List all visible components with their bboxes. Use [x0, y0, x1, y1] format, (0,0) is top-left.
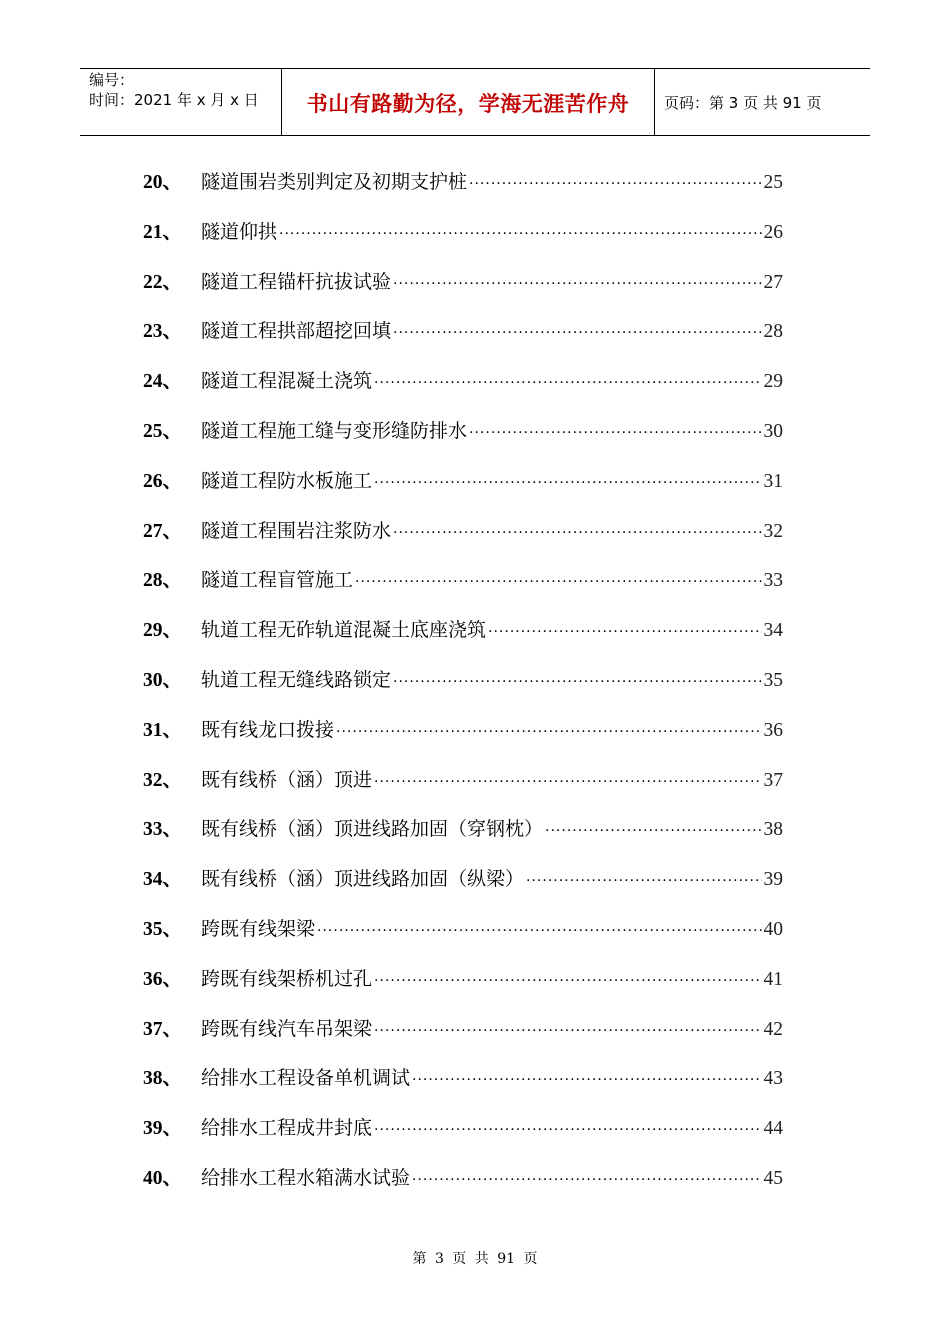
toc-dot-leader: [393, 525, 761, 541]
toc-entry-number: 40、: [143, 1167, 183, 1189]
toc-entry-page: 25: [763, 172, 783, 193]
toc-entry-page: 30: [763, 420, 783, 442]
toc-entry-title: 隧道工程防水板施工: [201, 469, 373, 492]
toc-entry-title: 隧道工程拱部超挖回填: [201, 320, 392, 343]
toc-entry-page: 36: [763, 719, 783, 741]
toc-entry-title: 隧道工程盲管施工: [201, 569, 354, 592]
toc-dot-leader: [374, 973, 761, 989]
toc-entry[interactable]: [143, 1062, 783, 1112]
toc-entry-title: 轨道工程无缝线路锁定: [201, 668, 392, 691]
toc-entry-title: 给排水工程成井封底: [201, 1117, 373, 1140]
toc-entry-title: 隧道围岩类别判定及初期支护桩: [201, 171, 468, 193]
toc-entry-number: 20、: [143, 172, 183, 193]
toc-dot-leader: [393, 276, 761, 292]
toc-dot-leader: [374, 1122, 761, 1138]
toc-entry-title: 既有线龙口拨接: [201, 718, 335, 741]
header-divider-left: [281, 68, 282, 135]
toc-dot-leader: [393, 325, 761, 341]
toc-entry-page: 40: [763, 918, 783, 940]
toc-entry[interactable]: [143, 664, 783, 714]
toc-entry-number: 36、: [143, 968, 183, 990]
toc-entry[interactable]: [143, 863, 783, 913]
toc-entry[interactable]: [143, 913, 783, 963]
toc-entry-title: 既有线桥（涵）顶进: [201, 768, 373, 791]
toc-dot-leader: [374, 1023, 761, 1039]
toc-entry-page: 32: [763, 520, 783, 542]
toc-entry-title: 跨既有线汽车吊架梁: [201, 1017, 373, 1040]
toc-entry-page: 42: [763, 1018, 783, 1040]
toc-entry-number: 29、: [143, 620, 183, 642]
toc-entry[interactable]: [143, 365, 783, 415]
toc-dot-leader: [412, 1172, 761, 1188]
toc-entry-number: 24、: [143, 371, 183, 393]
table-of-contents: [143, 166, 783, 1212]
toc-entry[interactable]: [143, 564, 783, 614]
toc-dot-leader: [469, 176, 761, 192]
header-page-info: 页码：第 3 页 共 91 页: [664, 94, 822, 112]
toc-entry[interactable]: [143, 166, 783, 216]
toc-entry-title: 给排水工程设备单机调试: [201, 1067, 411, 1090]
toc-entry-page: 34: [763, 620, 783, 642]
document-number: 编号：: [89, 71, 135, 89]
toc-entry[interactable]: [143, 515, 783, 565]
header-motto: 书山有路勤为径，学海无涯苦作舟: [306, 92, 630, 116]
toc-dot-leader: [317, 923, 761, 939]
toc-entry-page: 45: [763, 1167, 783, 1189]
toc-entry[interactable]: [143, 764, 783, 814]
toc-entry-title: 隧道工程锚杆抗拔试验: [201, 270, 392, 293]
toc-entry-number: 25、: [143, 420, 183, 442]
toc-entry-number: 21、: [143, 221, 183, 243]
toc-dot-leader: [393, 674, 761, 690]
toc-entry-number: 35、: [143, 918, 183, 940]
toc-entry-page: 29: [763, 371, 783, 393]
toc-entry-page: 37: [763, 769, 783, 791]
header-top-rule: [80, 68, 870, 69]
toc-entry-number: 30、: [143, 669, 183, 691]
toc-entry-number: 28、: [143, 570, 183, 592]
toc-entry[interactable]: [143, 266, 783, 316]
toc-entry-page: 27: [763, 271, 783, 293]
toc-entry[interactable]: [143, 1162, 783, 1212]
toc-entry[interactable]: [143, 465, 783, 515]
toc-dot-leader: [488, 624, 761, 640]
toc-entry-number: 27、: [143, 520, 183, 542]
toc-entry-number: 22、: [143, 271, 183, 293]
toc-dot-leader: [545, 823, 761, 839]
toc-entry-page: 33: [763, 570, 783, 592]
document-date: 时间：2021 年 x 月 x 日: [89, 91, 259, 109]
toc-entry-title: 给排水工程水箱满水试验: [201, 1166, 411, 1189]
toc-entry[interactable]: [143, 415, 783, 465]
toc-entry-number: 33、: [143, 819, 183, 841]
toc-entry-page: 41: [763, 968, 783, 990]
toc-entry[interactable]: [143, 614, 783, 664]
toc-entry[interactable]: [143, 813, 783, 863]
toc-entry-page: 43: [763, 1068, 783, 1090]
toc-entry-page: 28: [763, 321, 783, 343]
toc-entry-number: 38、: [143, 1068, 183, 1090]
header-bottom-rule: [80, 135, 870, 136]
toc-dot-leader: [374, 774, 761, 790]
toc-entry-number: 31、: [143, 719, 183, 741]
toc-entry-page: 44: [763, 1118, 783, 1140]
toc-dot-leader: [374, 375, 761, 391]
toc-entry-title: 轨道工程无砟轨道混凝土底座浇筑: [201, 619, 487, 642]
toc-dot-leader: [336, 724, 761, 740]
toc-entry-page: 35: [763, 669, 783, 691]
toc-entry-page: 31: [763, 470, 783, 492]
toc-entry[interactable]: [143, 963, 783, 1013]
toc-entry-page: 38: [763, 819, 783, 841]
toc-dot-leader: [412, 1072, 761, 1088]
toc-entry-number: 39、: [143, 1118, 183, 1140]
toc-dot-leader: [526, 873, 761, 889]
toc-entry-title: 隧道工程施工缝与变形缝防排水: [201, 419, 468, 442]
toc-entry[interactable]: [143, 1013, 783, 1063]
toc-dot-leader: [469, 425, 761, 441]
toc-entry-title: 既有线桥（涵）顶进线路加固（纵梁）: [201, 868, 525, 891]
toc-entry[interactable]: [143, 315, 783, 365]
toc-entry-title: 隧道仰拱: [201, 220, 278, 243]
toc-entry-page: 39: [763, 869, 783, 891]
page-footer: 第 3 页 共 91 页: [412, 1251, 538, 1267]
toc-entry-title: 跨既有线架桥机过孔: [201, 967, 373, 990]
toc-entry[interactable]: [143, 714, 783, 764]
toc-entry-title: 既有线桥（涵）顶进线路加固（穿钢枕）: [201, 818, 544, 841]
toc-entry-title: 跨既有线架梁: [201, 917, 316, 940]
toc-entry-number: 26、: [143, 470, 183, 492]
toc-entry-number: 32、: [143, 769, 183, 791]
toc-entry[interactable]: [143, 216, 783, 266]
toc-dot-leader: [355, 574, 761, 590]
toc-entry-title: 隧道工程混凝土浇筑: [201, 370, 373, 393]
toc-entry-number: 37、: [143, 1018, 183, 1040]
toc-entry-number: 23、: [143, 321, 183, 343]
toc-entry-page: 26: [763, 221, 783, 243]
toc-entry[interactable]: [143, 1112, 783, 1162]
header-divider-right: [654, 68, 655, 135]
toc-dot-leader: [279, 226, 761, 242]
toc-entry-title: 隧道工程围岩注浆防水: [201, 519, 392, 542]
toc-entry-number: 34、: [143, 869, 183, 891]
header-meta: [89, 70, 279, 110]
toc-dot-leader: [374, 475, 761, 491]
